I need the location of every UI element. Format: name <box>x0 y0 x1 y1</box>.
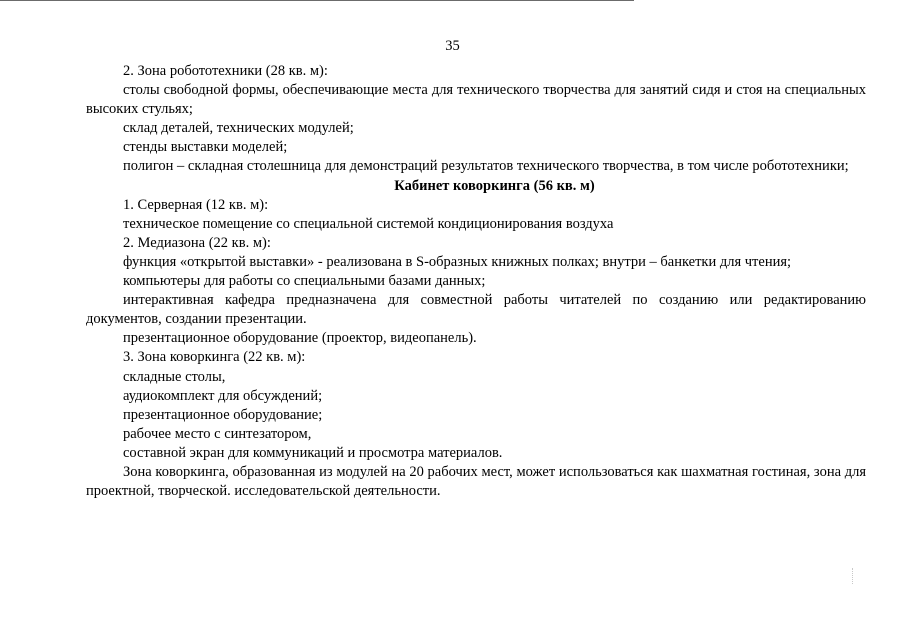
list-item-model-stands: стенды выставки моделей; <box>123 139 288 156</box>
list-item-presentation-equipment: презентационное оборудование; <box>123 406 323 423</box>
document-body <box>86 62 866 501</box>
list-item-interactive-desk: интерактивная кафедра предназначена для совместной работы читателей по созданию или редактированию документов, создании презентации. <box>86 292 866 328</box>
list-item-testing-ground: полигон – складная столешница для демонстраций результатов технического творчества, в том числе робототехники; <box>123 158 849 175</box>
list-item-synthesizer-workplace: рабочее место с синтезатором, <box>123 425 312 442</box>
top-border-line <box>0 0 634 1</box>
list-item-freeform-tables: столы свободной формы, обеспечивающие места для технического творчества для занятий сидя и стоя на специальных высоких стульях; <box>86 82 866 118</box>
page-number: 35 <box>445 38 460 54</box>
list-item-open-exhibition: функция «открытой выставки» - реализована в S-образных книжных полках; внутри – банкетки для чтения; <box>123 253 792 270</box>
list-item-presentation-equipment-projector: презентационное оборудование (проектор, видеопанель). <box>123 330 477 347</box>
coworking-zone-summary: Зона коворкинга, образованная из модулей на 20 рабочих мест, может использоваться как шахматная гостиная, зона для проектной, творческой. исследовательской деятельности. <box>86 463 866 500</box>
section-robotics-zone-title: 2. Зона робототехники (28 кв. м): <box>123 63 328 79</box>
scan-artifact-mark <box>852 568 855 584</box>
list-item-composite-screen: составной экран для коммуникаций и просмотра материалов. <box>123 444 503 461</box>
list-item-parts-storage: склад деталей, технических модулей; <box>123 120 354 137</box>
section-server-room-title: 1. Серверная (12 кв. м): <box>123 196 269 213</box>
list-item-audio-kit: аудиокомплект для обсуждений; <box>123 387 323 404</box>
list-item-technical-room: техническое помещение со специальной системой кондиционирования воздуха <box>123 215 614 232</box>
coworking-cabinet-heading: Кабинет коворкинга (56 кв. м) <box>394 177 595 194</box>
list-item-computers: компьютеры для работы со специальными базами данных; <box>123 273 486 290</box>
section-coworking-zone-title: 3. Зона коворкинга (22 кв. м): <box>123 349 306 366</box>
section-media-zone-title: 2. Медиазона (22 кв. м): <box>123 234 271 251</box>
list-item-folding-tables: складные столы, <box>123 368 226 385</box>
